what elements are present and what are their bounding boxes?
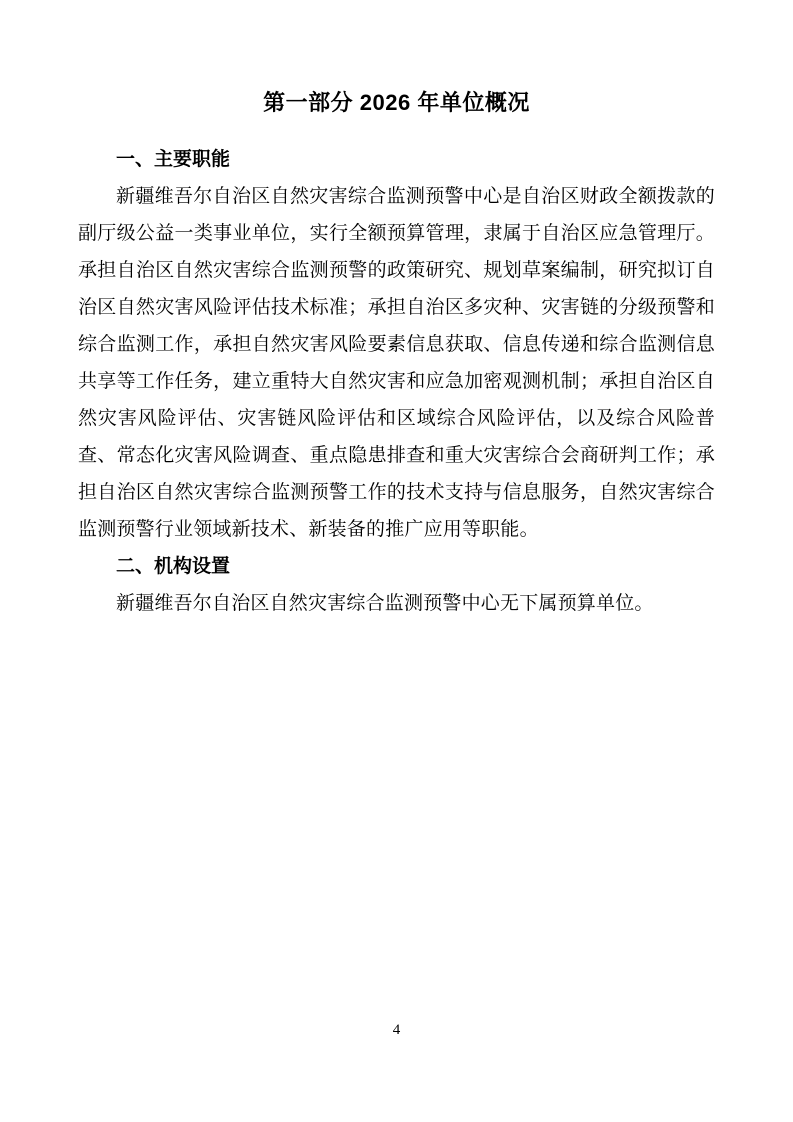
paragraph-organization-setup: 新疆维吾尔自治区自然灾害综合监测预警中心无下属预算单位。	[116, 593, 654, 614]
page-number: 4	[392, 1022, 401, 1038]
page-title: 第一部分 2026 年单位概况	[263, 90, 530, 115]
paragraph-main-functions: 新疆维吾尔自治区自然灾害综合监测预警中心是自治区财政全额拨款的副厅级公益一类事业单位，实行全额预算管理，隶属于自治区应急管理厅。承担自治区自然灾害综合监测预警的政策研究、规划草案编制，研究拟订自治区自然灾害风险评估技术标准；承担自治区多灾种、灾害链的分级预警和综合监测工作，承担自然灾害风险要素信息获取、信息传递和综合监测信息共享等工作任务，建立重特大自然灾害和应急加密观测机制；承担自治区自然灾害风险评估、灾害链风险评估和区域综合风险评估，以及综合风险普查、常态化灾害风险调查、重点隐患排查和重大灾害综合会商研判工作；承担自治区自然灾害综合监测预警工作的技术支持与信息服务，自然灾害综合监测预警行业领域新技术、新装备的推广应用等职能。	[78, 186, 715, 540]
section-heading-main-functions: 一、主要职能	[116, 149, 231, 170]
section-heading-organization-setup: 二、机构设置	[116, 556, 231, 577]
section-organization-setup	[78, 548, 715, 622]
section-main-functions	[78, 141, 715, 548]
